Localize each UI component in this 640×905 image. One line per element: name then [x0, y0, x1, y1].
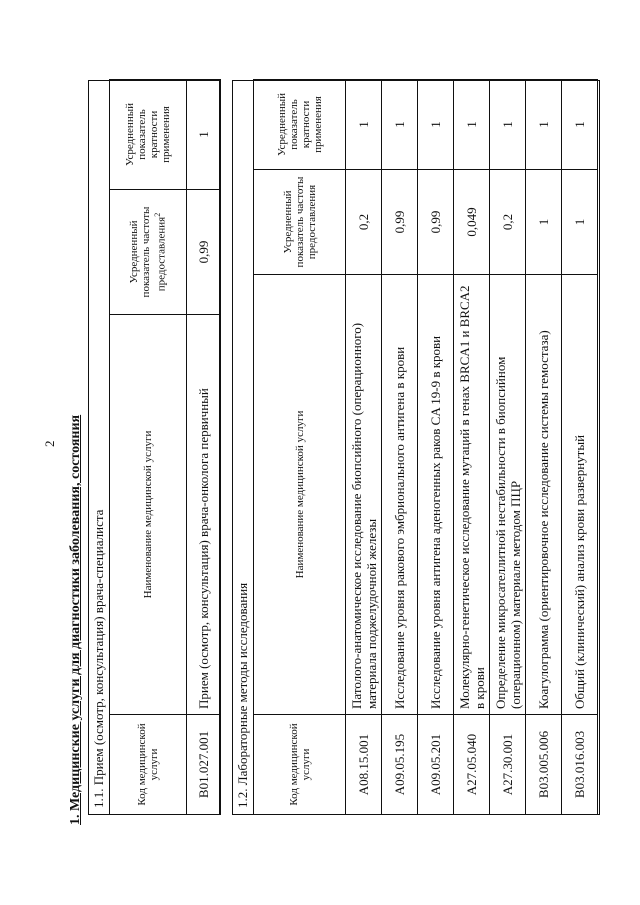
row-code: B03.005.006: [526, 715, 562, 815]
row-multiplicity: 1: [418, 80, 454, 170]
row-name: Молекулярно-генетическое исследование мутаций в генах BRCA1 и BRCA2 в крови: [454, 275, 490, 715]
header-name: Наименование медицинской услуги: [110, 315, 187, 715]
row-multiplicity: 1: [490, 80, 526, 170]
subsection-2-title: 1.2. Лабораторные методы исследования: [235, 582, 250, 808]
subsection-1-table: [109, 79, 221, 815]
header-code: Код медицинской услуги: [254, 715, 346, 815]
row-code: A09.05.195: [382, 715, 418, 815]
table-header-row: [110, 80, 187, 815]
row-frequency: 0,99: [382, 170, 418, 275]
row-frequency: 0,049: [454, 170, 490, 275]
header-multiplicity: Усредненный показатель кратности применения: [110, 80, 187, 190]
row-frequency: 1: [526, 170, 562, 275]
page-number: 2: [42, 440, 57, 447]
table-row: [418, 80, 454, 815]
row-multiplicity: 1: [382, 80, 418, 170]
table-row: [346, 80, 382, 815]
table-header-row: [254, 80, 346, 815]
row-code: A09.05.201: [418, 715, 454, 815]
row-name: Прием (осмотр, консультация) врача-онколога первичный: [187, 315, 221, 715]
subsection-2-box: [232, 80, 600, 815]
row-name: Исследование уровня антигена аденогенных раков CA 19-9 в крови: [418, 275, 454, 715]
subsection-1-title: 1.1. Прием (осмотр, консультация) врача-специалиста: [91, 509, 106, 808]
row-multiplicity: 1: [526, 80, 562, 170]
table-row: [454, 80, 490, 815]
header-frequency: Усредненный показатель частоты предоставления: [254, 170, 346, 275]
row-frequency: 0,2: [346, 170, 382, 275]
row-multiplicity: 1: [454, 80, 490, 170]
header-frequency: Усредненный показатель частоты предоставления$^2$: [110, 190, 187, 315]
row-name: Определение микросателлитной нестабильности в биопсийном (операционном) материале методом ПЦР: [490, 275, 526, 715]
row-frequency: 0,99: [418, 170, 454, 275]
row-frequency: 0,2: [490, 170, 526, 275]
footnote-marker: 2: [153, 212, 163, 217]
row-multiplicity: 1: [346, 80, 382, 170]
row-name: Патолого-анатомическое исследование биопсийного (операционного) материала поджелудочной железы: [346, 275, 382, 715]
table-row: [526, 80, 562, 815]
section-title: 1. Медицинские услуги для диагностики заболевания, состояния: [68, 414, 83, 825]
table-row: [490, 80, 526, 815]
row-multiplicity: 1: [187, 80, 221, 190]
row-code: A08.15.001: [346, 715, 382, 815]
row-code: A27.30.001: [490, 715, 526, 815]
row-frequency: 0,99: [187, 190, 221, 315]
row-name: Общий (клинический) анализ крови развернутый: [562, 275, 598, 715]
table-row: [562, 80, 598, 815]
row-code: B03.016.003: [562, 715, 598, 815]
row-name: Исследование уровня ракового эмбрионального антигена в крови: [382, 275, 418, 715]
row-frequency: 1: [562, 170, 598, 275]
subsection-2-table: [253, 79, 598, 815]
header-multiplicity: Усредненный показатель кратности применения: [254, 80, 346, 170]
row-multiplicity: 1: [562, 80, 598, 170]
table-row: [187, 80, 221, 815]
header-code: Код медицинской услуги: [110, 715, 187, 815]
header-name: Наименование медицинской услуги: [254, 275, 346, 715]
table-row: [382, 80, 418, 815]
row-code: B01.027.001: [187, 715, 221, 815]
row-code: A27.05.040: [454, 715, 490, 815]
subsection-1-box: [88, 80, 220, 815]
row-name: Коагулограмма (ориентировочное исследование системы гемостаза): [526, 275, 562, 715]
